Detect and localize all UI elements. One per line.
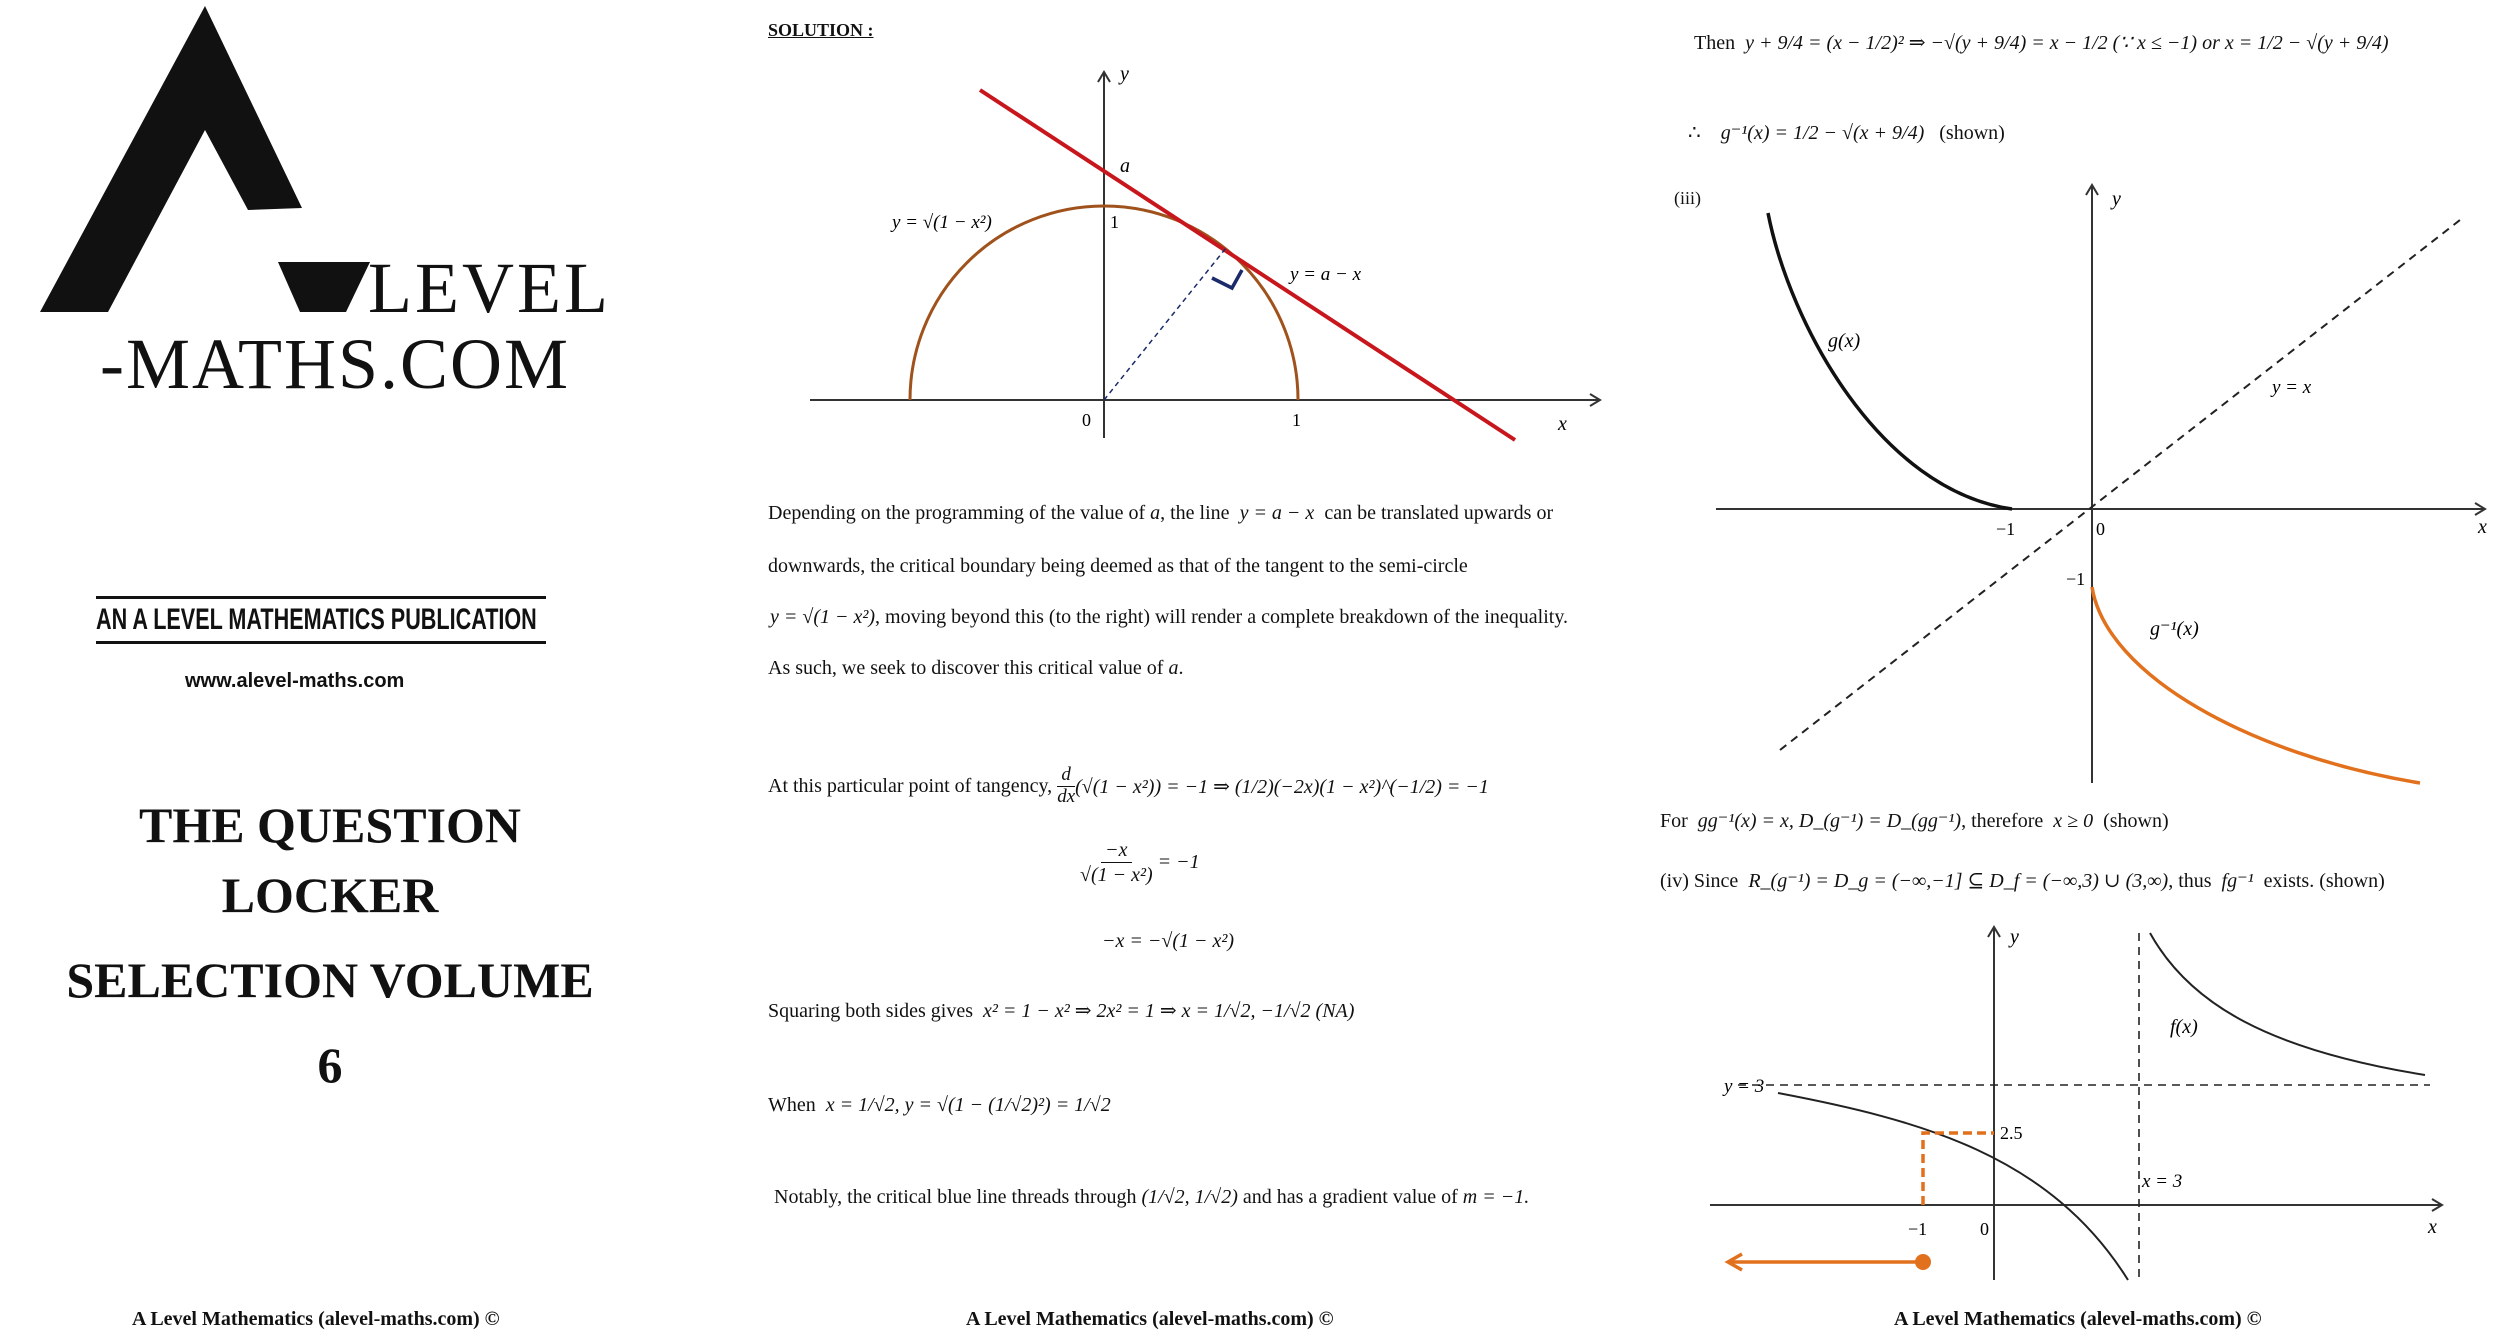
radius-dashed (1104, 248, 1226, 400)
solution-heading: SOLUTION : (768, 20, 874, 40)
dx-denominator: dx (1057, 785, 1076, 807)
footer-col2: A Level Mathematics (alevel-maths.com) © (966, 1308, 1334, 1330)
semicircle-graph (740, 60, 1620, 460)
x3-label: x = 3 (2142, 1171, 2183, 1192)
g2-x-label: x (2428, 1216, 2437, 1238)
for-line: For gg⁻¹(x) = x, D_(g⁻¹) = D_(gg⁻¹), therefore x ≥ 0 (shown) (1660, 810, 2169, 832)
neg1-x-label: −1 (1996, 519, 2016, 539)
f-right-branch (2150, 933, 2425, 1075)
tangent-line (980, 90, 1515, 440)
logo-a-mark (40, 6, 302, 312)
graph-zero: 0 (1082, 410, 1091, 430)
neg1-label: −1 (1908, 1219, 1928, 1239)
logo (0, 0, 700, 420)
inverse-page (1630, 0, 2500, 1340)
cover-page (0, 0, 700, 1340)
yx-label: y = x (2272, 377, 2312, 398)
cover-title (0, 797, 660, 1093)
title-line3: SELECTION VOLUME (66, 952, 594, 1008)
title-line1: THE QUESTION (138, 797, 522, 853)
orange-dashed-guide (1923, 1133, 1994, 1205)
graph-one-y: 1 (1110, 212, 1119, 232)
footer-col1: A Level Mathematics (alevel-maths.com) © (132, 1308, 500, 1330)
inverse-graph (1630, 175, 2500, 795)
tangency-line: At this particular point of tangency, $\frac{d}{dx}$ (√(1 − x²)) = −1 ⇒ (1/2)(−2x)(1 − x²)^(−1/2) = −1 (768, 764, 1489, 807)
v25-label: 2.5 (2000, 1123, 2023, 1143)
ginv-label: g⁻¹(x) (2150, 618, 2199, 640)
para-line2: downwards, the critical boundary being deemed as that of the tangent to the semi-circle (768, 555, 1468, 577)
zero-label: 0 (2096, 519, 2105, 539)
footer-col3: A Level Mathematics (alevel-maths.com) © (1894, 1308, 2262, 1330)
g-inverse-curve (2092, 587, 2420, 783)
g-curve (1768, 213, 2012, 509)
title-line4: 6 (317, 1037, 343, 1093)
line-label: y = a − x (1290, 264, 1362, 285)
deriv-expr: (√(1 − x²)) = −1 ⇒ (1/2)(−2x)(1 − x²)^(−1/2) = −1 (1075, 775, 1489, 798)
squaring-line: Squaring both sides gives x² = 1 − x² ⇒ 2x² = 1 ⇒ x = 1/√2, −1/√2 (NA) (768, 1000, 1355, 1022)
publication-banner (96, 596, 546, 644)
title-line2: LOCKER (221, 867, 439, 923)
part-iii-label: (iii) (1674, 188, 1701, 208)
frac-rhs: = −1 (1157, 851, 1200, 873)
ginv-line: ∴ g⁻¹(x) = 1/2 − √(x + 9/4) (shown) (1688, 122, 2005, 144)
then-line: Then y + 9/4 = (x − 1/2)² ⇒ −√(y + 9/4) = x − 1/2 (∵ x ≤ −1) or x = 1/2 − √(y + 9/4) (1694, 32, 2389, 54)
g-label: g(x) (1828, 330, 1861, 352)
d-numerator: d (1057, 765, 1075, 787)
zero2-label: 0 (1980, 1219, 1989, 1239)
graph-a-label: a (1120, 155, 1130, 177)
graph-y-label: y (1120, 63, 1129, 85)
g1-x-label: x (2478, 516, 2487, 538)
frac-line (1080, 838, 1200, 887)
neg-x-line: −x = −√(1 − x²) (1102, 930, 1235, 952)
para-line4: As such, we seek to discover this critical value of a. (768, 657, 1184, 679)
frac-denominator: √(1 − x²) (1080, 864, 1153, 886)
publication-label: AN A LEVEL MATHEMATICS PUBLICATION (96, 603, 537, 636)
logo-line1: LEVEL (368, 248, 611, 328)
curve-label: y = √(1 − x²) (892, 212, 992, 233)
when-line: When x = 1/√2, y = √(1 − (1/√2)²) = 1/√2 (768, 1094, 1111, 1116)
right-angle-marker (1212, 270, 1242, 288)
y3-label: y = 3 (1724, 1076, 1765, 1097)
neg1-y-label: −1 (2066, 569, 2086, 589)
solution-page (740, 0, 1620, 1340)
composite-graph (1630, 915, 2500, 1295)
para-line1: Depending on the programming of the value of a, the line y = a − x can be translated upwards or (768, 502, 1554, 524)
g2-y-label: y (2010, 926, 2019, 948)
f-left-branch (1778, 1093, 2128, 1280)
para-line3: y = √(1 − x²), moving beyond this (to the right) will render a complete breakdown of the inequality. (770, 606, 1569, 628)
fx-label: f(x) (2170, 1016, 2198, 1038)
frac-numerator: −x (1101, 838, 1131, 863)
y-equals-x-line (1780, 220, 2460, 750)
website[interactable]: www.alevel-maths.com (185, 670, 405, 692)
graph-x-label: x (1558, 413, 1567, 435)
part-iv-line: (iv) Since R_(g⁻¹) = D_g = (−∞,−1] ⊆ D_f = (−∞,3) ∪ (3,∞), thus fg⁻¹ exists. (shown) (1660, 870, 2385, 892)
graph-one-x: 1 (1292, 410, 1301, 430)
logo-line2: -MATHS.COM (100, 324, 571, 404)
orange-point (1915, 1254, 1931, 1270)
g1-y-label: y (2112, 188, 2121, 210)
logo-a-bar (278, 262, 370, 312)
notably-line: Notably, the critical blue line threads through (1/√2, 1/√2) and has a gradient value of m = −1. (774, 1186, 1530, 1208)
